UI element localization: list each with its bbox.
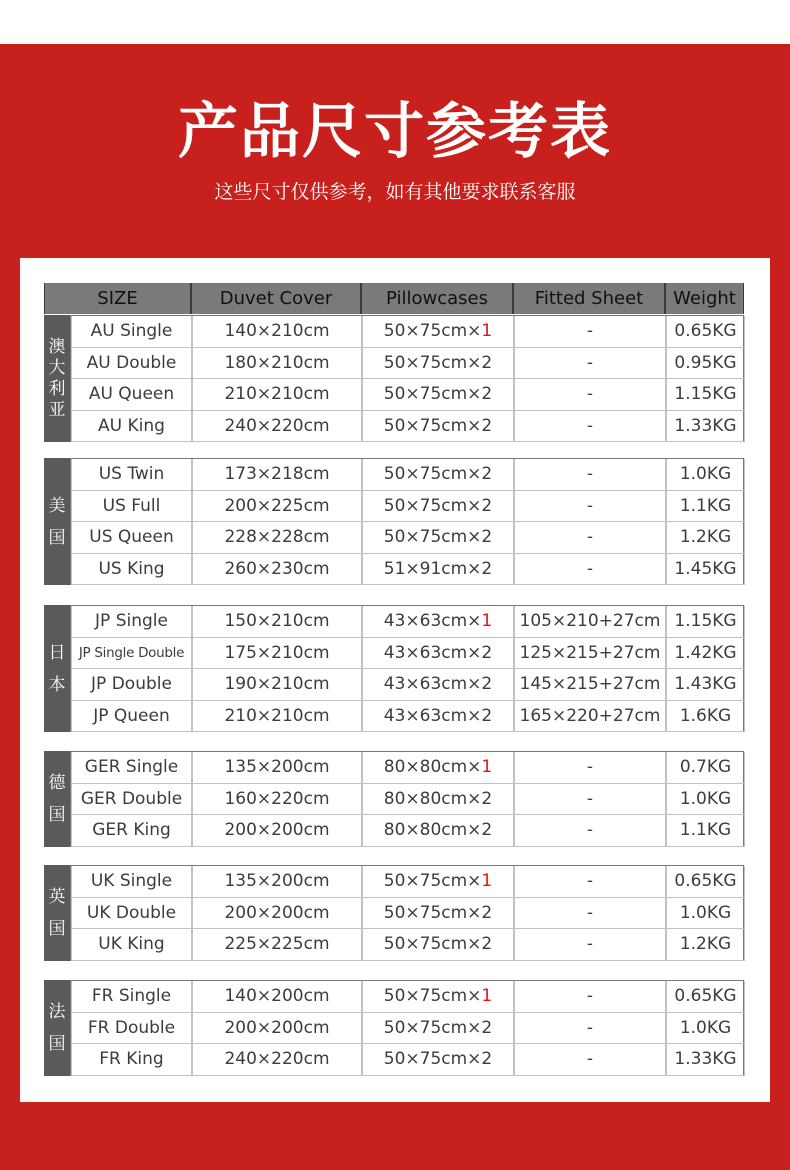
- cell-duvet: 200×200cm: [192, 815, 362, 847]
- pillow-qty: 1: [481, 986, 493, 1007]
- cell-weight: 1.42KG: [666, 638, 745, 670]
- cell-duvet: 173×218cm: [192, 459, 362, 491]
- cell-weight: 1.0KG: [666, 459, 745, 491]
- cell-pillow: [362, 1044, 514, 1076]
- cell-duvet: 190×210cm: [192, 669, 362, 701]
- table-row: [71, 1013, 745, 1045]
- table-row: [71, 379, 745, 411]
- cell-pillow: [362, 784, 514, 816]
- page-subtitle: 这些尺寸仅供参考，如有其他要求联系客服: [214, 181, 576, 203]
- cell-pillow: [362, 379, 514, 411]
- cell-pillow: [362, 866, 514, 898]
- cell-fitted: 125×215+27cm: [514, 638, 666, 670]
- group-table: [70, 605, 744, 732]
- pillow-size: 50×75cm×: [383, 902, 482, 923]
- cell-pillow: [362, 606, 514, 638]
- cell-duvet: 150×210cm: [192, 606, 362, 638]
- cell-size: US Queen: [71, 522, 192, 554]
- table-row: [71, 638, 745, 670]
- cell-pillow: [362, 411, 514, 443]
- cell-size: FR King: [71, 1044, 192, 1076]
- group-table: [70, 865, 744, 961]
- cell-duvet: 210×210cm: [192, 701, 362, 733]
- cell-size: JP Single: [71, 606, 192, 638]
- pillow-size: 50×75cm×: [383, 495, 482, 516]
- top-white-band: [0, 0, 790, 44]
- pillow-size: 50×75cm×: [383, 527, 482, 548]
- cell-size: JP Single Double: [71, 638, 192, 670]
- cell-fitted: -: [514, 459, 666, 491]
- cell-weight: 1.2KG: [666, 929, 745, 961]
- table-row: [71, 348, 745, 380]
- group-table: [70, 315, 744, 442]
- cell-fitted: -: [514, 1044, 666, 1076]
- cell-weight: 1.45KG: [666, 554, 745, 586]
- pillow-qty: 2: [481, 384, 493, 405]
- pillow-size: 80×80cm×: [383, 757, 482, 778]
- country-group: [44, 980, 744, 1076]
- cell-pillow: [362, 898, 514, 930]
- group-table: [70, 751, 744, 847]
- pillow-qty: 1: [481, 611, 493, 632]
- cell-pillow: [362, 1013, 514, 1045]
- country-label: [44, 751, 70, 847]
- table-row: [71, 316, 745, 348]
- country-name: 英国: [48, 886, 66, 939]
- cell-fitted: -: [514, 379, 666, 411]
- table-row: [71, 1044, 745, 1076]
- cell-weight: 0.7KG: [666, 752, 745, 784]
- cell-size: GER King: [71, 815, 192, 847]
- table-row: [71, 606, 745, 638]
- cell-size: GER Single: [71, 752, 192, 784]
- cell-pillow: [362, 929, 514, 961]
- cell-weight: 1.1KG: [666, 491, 745, 523]
- pillow-size: 43×63cm×: [383, 674, 482, 695]
- country-label: [44, 458, 70, 585]
- table-row: [71, 522, 745, 554]
- cell-pillow: [362, 638, 514, 670]
- pillow-size: 50×75cm×: [383, 352, 482, 373]
- pillow-qty: 2: [481, 1049, 493, 1070]
- cell-weight: 0.65KG: [666, 981, 745, 1013]
- table-row: [71, 554, 745, 586]
- country-label: [44, 605, 70, 732]
- country-group: [44, 605, 744, 732]
- cell-weight: 0.65KG: [666, 316, 745, 348]
- cell-fitted: -: [514, 316, 666, 348]
- country-group: [44, 751, 744, 847]
- header-weight: Weight: [665, 283, 744, 314]
- cell-weight: 1.33KG: [666, 411, 745, 443]
- cell-fitted: 145×215+27cm: [514, 669, 666, 701]
- pillow-qty: 2: [481, 902, 493, 923]
- cell-weight: 1.0KG: [666, 1013, 745, 1045]
- country-name: 德国: [48, 772, 66, 825]
- cell-duvet: 240×220cm: [192, 1044, 362, 1076]
- cell-size: GER Double: [71, 784, 192, 816]
- cell-pillow: [362, 348, 514, 380]
- cell-size: UK King: [71, 929, 192, 961]
- pillow-size: 51×91cm×: [383, 558, 482, 579]
- cell-weight: 1.6KG: [666, 701, 745, 733]
- cell-weight: 1.0KG: [666, 784, 745, 816]
- pillow-qty: 2: [481, 934, 493, 955]
- pillow-size: 50×75cm×: [383, 415, 482, 436]
- cell-duvet: 140×210cm: [192, 316, 362, 348]
- header-fitted-sheet: Fitted Sheet: [513, 283, 665, 314]
- table-row: [71, 929, 745, 961]
- cell-fitted: -: [514, 1013, 666, 1045]
- pillow-size: 50×75cm×: [383, 1049, 482, 1070]
- cell-duvet: 260×230cm: [192, 554, 362, 586]
- country-group: [44, 315, 744, 442]
- cell-fitted: -: [514, 815, 666, 847]
- cell-fitted: -: [514, 411, 666, 443]
- pillow-size: 50×75cm×: [383, 1017, 482, 1038]
- cell-duvet: 160×220cm: [192, 784, 362, 816]
- header-pillowcases: Pillowcases: [361, 283, 513, 314]
- group-table: [70, 458, 744, 585]
- cell-duvet: 225×225cm: [192, 929, 362, 961]
- cell-fitted: -: [514, 491, 666, 523]
- pillow-size: 80×80cm×: [383, 820, 482, 841]
- cell-duvet: 200×225cm: [192, 491, 362, 523]
- country-label: [44, 865, 70, 961]
- cell-duvet: 175×210cm: [192, 638, 362, 670]
- cell-duvet: 135×200cm: [192, 866, 362, 898]
- pillow-qty: 2: [481, 788, 493, 809]
- cell-weight: 1.1KG: [666, 815, 745, 847]
- cell-fitted: -: [514, 752, 666, 784]
- country-name: 法国: [48, 1001, 66, 1054]
- country-name: 美国: [48, 495, 66, 548]
- cell-fitted: -: [514, 522, 666, 554]
- page-title: 产品尺寸参考表: [178, 97, 612, 167]
- cell-weight: 1.15KG: [666, 606, 745, 638]
- cell-duvet: 200×200cm: [192, 1013, 362, 1045]
- pillow-size: 80×80cm×: [383, 788, 482, 809]
- cell-fitted: -: [514, 929, 666, 961]
- cell-fitted: -: [514, 554, 666, 586]
- cell-pillow: [362, 459, 514, 491]
- table-row: [71, 981, 745, 1013]
- table-row: [71, 898, 745, 930]
- table-row: [71, 815, 745, 847]
- pillow-qty: 2: [481, 1017, 493, 1038]
- cell-pillow: [362, 522, 514, 554]
- cell-size: FR Double: [71, 1013, 192, 1045]
- pillow-qty: 2: [481, 642, 493, 663]
- pillow-size: 50×75cm×: [383, 986, 482, 1007]
- pillow-qty: 1: [481, 871, 493, 892]
- cell-size: US Full: [71, 491, 192, 523]
- pillow-size: 43×63cm×: [383, 611, 482, 632]
- country-label: [44, 980, 70, 1076]
- pillow-qty: 2: [481, 352, 493, 373]
- pillow-qty: 1: [481, 757, 493, 778]
- pillow-size: 50×75cm×: [383, 321, 482, 342]
- cell-fitted: 165×220+27cm: [514, 701, 666, 733]
- cell-size: JP Queen: [71, 701, 192, 733]
- cell-duvet: 240×220cm: [192, 411, 362, 443]
- header-duvet-cover: Duvet Cover: [191, 283, 361, 314]
- pillow-qty: 1: [481, 321, 493, 342]
- cell-pillow: [362, 669, 514, 701]
- cell-duvet: 228×228cm: [192, 522, 362, 554]
- cell-fitted: -: [514, 866, 666, 898]
- pillow-size: 50×75cm×: [383, 464, 482, 485]
- cell-duvet: 200×200cm: [192, 898, 362, 930]
- cell-duvet: 140×200cm: [192, 981, 362, 1013]
- pillow-qty: 2: [481, 674, 493, 695]
- cell-pillow: [362, 554, 514, 586]
- cell-weight: 1.0KG: [666, 898, 745, 930]
- country-group: [44, 865, 744, 961]
- country-name: 日本: [48, 642, 66, 695]
- pillow-qty: 2: [481, 527, 493, 548]
- cell-pillow: [362, 981, 514, 1013]
- pillow-qty: 2: [481, 558, 493, 579]
- pillow-qty: 2: [481, 464, 493, 485]
- cell-size: UK Double: [71, 898, 192, 930]
- cell-size: AU King: [71, 411, 192, 443]
- table-row: [71, 411, 745, 443]
- cell-size: FR Single: [71, 981, 192, 1013]
- cell-size: AU Single: [71, 316, 192, 348]
- cell-pillow: [362, 815, 514, 847]
- cell-fitted: -: [514, 784, 666, 816]
- group-table: [70, 980, 744, 1076]
- pillow-size: 50×75cm×: [383, 384, 482, 405]
- cell-weight: 1.2KG: [666, 522, 745, 554]
- cell-pillow: [362, 752, 514, 784]
- pillow-qty: 2: [481, 415, 493, 436]
- pillow-size: 43×63cm×: [383, 642, 482, 663]
- cell-pillow: [362, 316, 514, 348]
- pillow-size: 50×75cm×: [383, 871, 482, 892]
- cell-duvet: 180×210cm: [192, 348, 362, 380]
- cell-size: AU Double: [71, 348, 192, 380]
- cell-duvet: 210×210cm: [192, 379, 362, 411]
- pillow-qty: 2: [481, 820, 493, 841]
- cell-pillow: [362, 701, 514, 733]
- table-row: [71, 491, 745, 523]
- country-group: [44, 458, 744, 585]
- cell-weight: 0.95KG: [666, 348, 745, 380]
- cell-duvet: 135×200cm: [192, 752, 362, 784]
- cell-weight: 1.15KG: [666, 379, 745, 411]
- cell-size: JP Double: [71, 669, 192, 701]
- cell-size: AU Queen: [71, 379, 192, 411]
- pillow-qty: 2: [481, 705, 493, 726]
- pillow-size: 43×63cm×: [383, 705, 482, 726]
- cell-fitted: -: [514, 981, 666, 1013]
- table-row: [71, 459, 745, 491]
- table-row: [71, 701, 745, 733]
- cell-fitted: -: [514, 898, 666, 930]
- country-name: 澳大利亚: [48, 336, 66, 420]
- cell-fitted: -: [514, 348, 666, 380]
- table-row: [71, 752, 745, 784]
- table-row: [71, 669, 745, 701]
- table-row: [71, 866, 745, 898]
- cell-weight: 1.33KG: [666, 1044, 745, 1076]
- cell-size: UK Single: [71, 866, 192, 898]
- pillow-qty: 2: [481, 495, 493, 516]
- cell-size: US King: [71, 554, 192, 586]
- country-label: [44, 315, 70, 442]
- pillow-size: 50×75cm×: [383, 934, 482, 955]
- cell-weight: 0.65KG: [666, 866, 745, 898]
- header-size: SIZE: [44, 283, 191, 314]
- cell-size: US Twin: [71, 459, 192, 491]
- cell-pillow: [362, 491, 514, 523]
- cell-fitted: 105×210+27cm: [514, 606, 666, 638]
- cell-weight: 1.43KG: [666, 669, 745, 701]
- table-row: [71, 784, 745, 816]
